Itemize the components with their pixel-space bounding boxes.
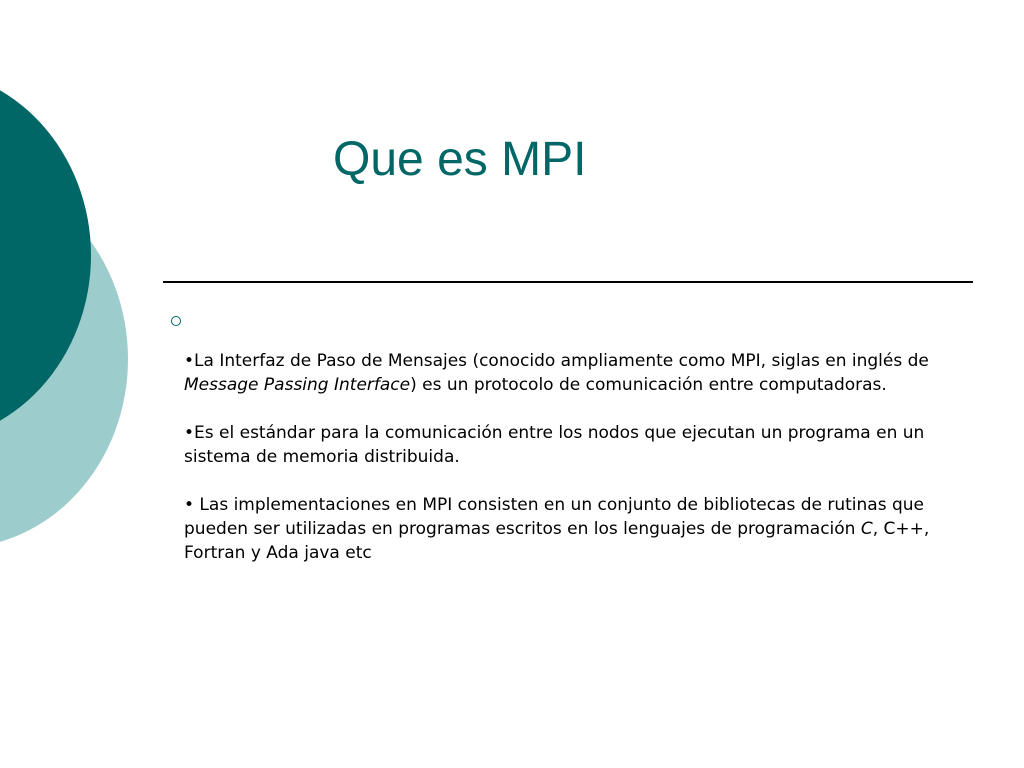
hollow-circle-bullet-icon (171, 316, 181, 326)
paragraph-text: ) es un protocolo de comunicación entre computadoras. (410, 375, 887, 395)
paragraph-text: , C++, Fortran y Ada java etc (184, 519, 930, 563)
title-divider (163, 281, 973, 283)
slide-body (184, 349, 949, 565)
paragraph-italic-term: C (860, 519, 873, 539)
paragraph-text: •La Interfaz de Paso de Mensajes (conocido ampliamente como MPI, siglas en inglés de (184, 351, 929, 371)
paragraph-italic-term: Message Passing Interface (184, 375, 411, 395)
paragraph-mpi-implementations (184, 493, 949, 565)
paragraph-mpi-definition (184, 349, 949, 397)
paragraph-mpi-standard (184, 421, 949, 469)
slide-title: Que es MPI (333, 133, 587, 186)
paragraph-text: •Es el estándar para la comunicación entre los nodos que ejecutan un programa en un sistema de memoria distribuida. (184, 423, 925, 467)
paragraph-text: • Las implementaciones en MPI consisten en un conjunto de bibliotecas de rutinas que pueden ser utilizadas en programas escritos en los lenguajes de programación (184, 495, 925, 539)
